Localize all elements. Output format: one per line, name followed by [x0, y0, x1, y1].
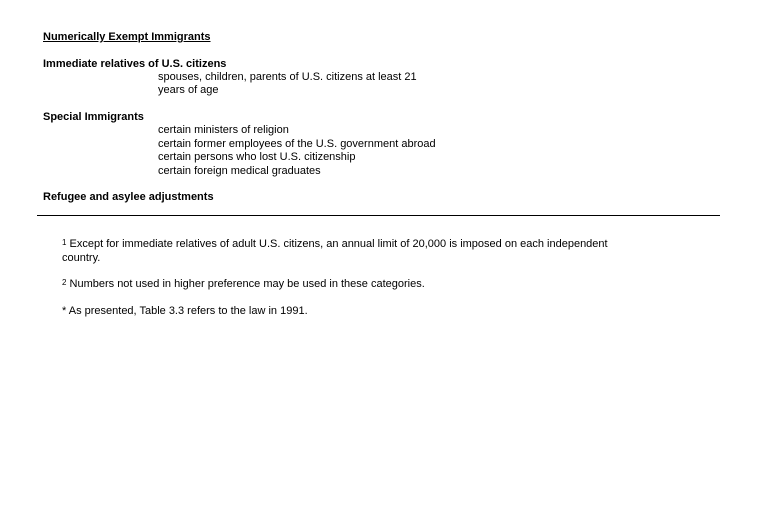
- list-item: certain foreign medical graduates: [158, 165, 321, 177]
- footnote-1-continued: country.: [62, 252, 101, 264]
- footnote-marker: 2: [62, 278, 67, 287]
- footnote-text: Except for immediate relatives of adult U.S. citizens, an annual limit of 20,000 is imposed on each independent: [66, 238, 608, 250]
- footnote-text: As presented, Table 3.3 refers to the law in 1991.: [66, 305, 308, 317]
- list-item: years of age: [158, 84, 219, 96]
- footnote-marker: *: [62, 305, 67, 317]
- footnote-asterisk: [62, 304, 308, 318]
- divider: [37, 215, 720, 216]
- page-title: Numerically Exempt Immigrants: [43, 31, 211, 43]
- section-heading-special-immigrants: Special Immigrants: [43, 111, 144, 123]
- list-item: spouses, children, parents of U.S. citizens at least 21: [158, 71, 417, 83]
- list-item: certain persons who lost U.S. citizenship: [158, 151, 356, 163]
- footnote-text: Numbers not used in higher preference may be used in these categories.: [66, 278, 425, 290]
- footnote-marker: 1: [62, 238, 67, 247]
- list-item: certain former employees of the U.S. government abroad: [158, 138, 436, 150]
- footnote-1: [62, 237, 608, 251]
- section-heading-refugee-asylee: Refugee and asylee adjustments: [43, 191, 214, 203]
- footnote-2: [62, 277, 425, 291]
- section-heading-immediate-relatives: Immediate relatives of U.S. citizens: [43, 58, 227, 70]
- list-item: certain ministers of religion: [158, 124, 289, 136]
